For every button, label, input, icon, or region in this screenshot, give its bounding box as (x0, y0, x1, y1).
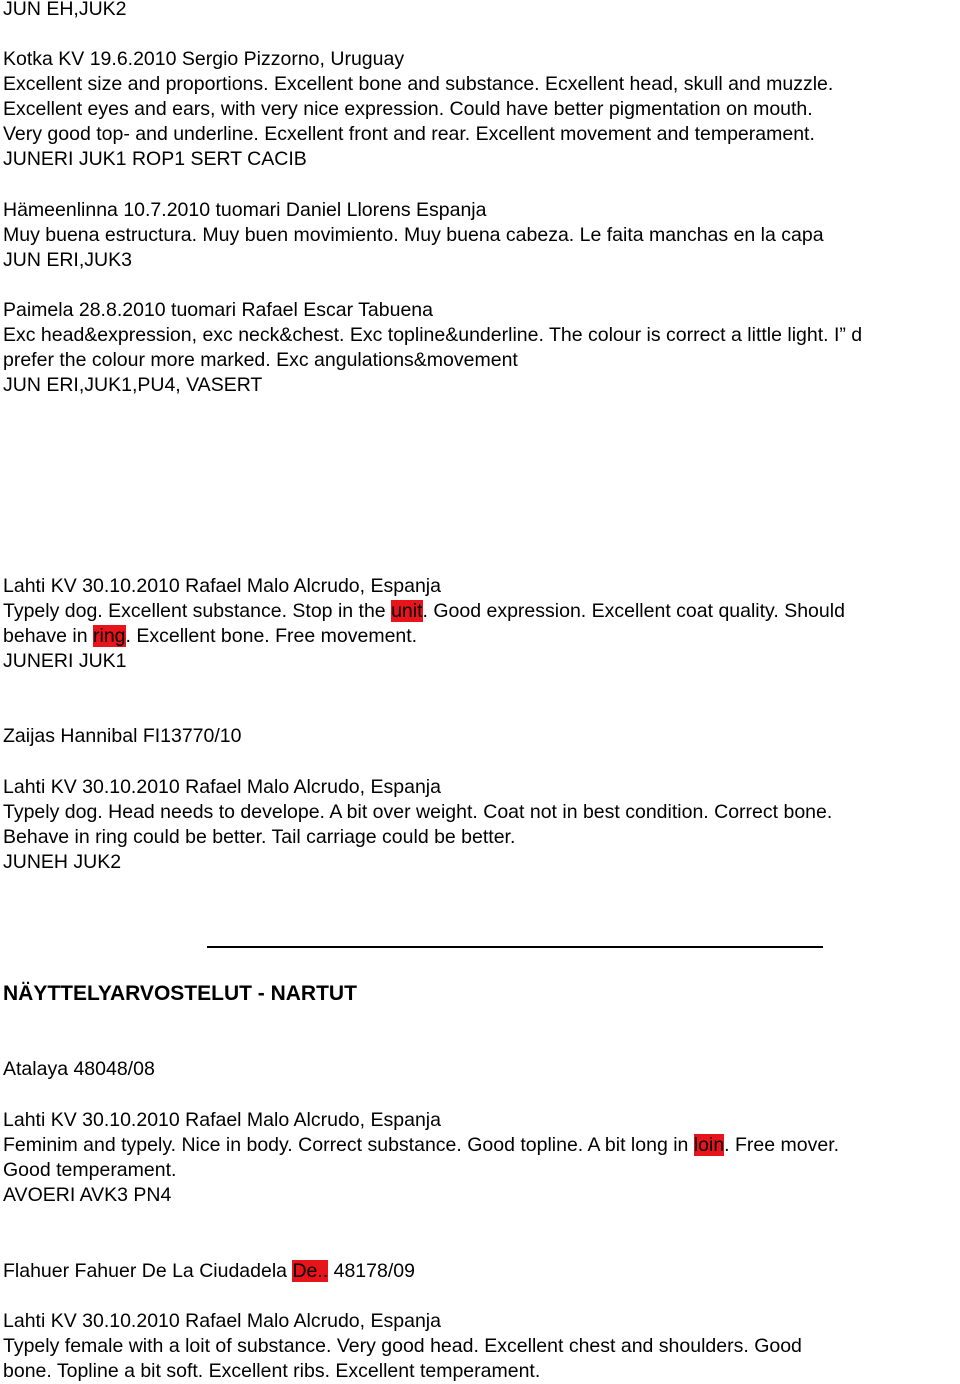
show-header: Paimela 28.8.2010 tuomari Rafael Escar Tabuena (3, 299, 433, 321)
result-line: JUN EH,JUK2 (3, 0, 127, 20)
text-segment: . Excellent bone. Free movement. (125, 625, 418, 647)
critique-line: Behave in ring could be better. Tail carriage could be better. (3, 826, 516, 848)
dog-name: Atalaya 48048/08 (3, 1058, 155, 1080)
show-header: Lahti KV 30.10.2010 Rafael Malo Alcrudo, Espanja (3, 1310, 441, 1332)
critique-line (3, 599, 845, 624)
critique-line (3, 624, 417, 649)
result-line: JUNERI JUK1 (3, 650, 127, 672)
dog-name (3, 1259, 415, 1284)
critique-line: bone. Topline a bit soft. Excellent ribs. Excellent temperament. (3, 1360, 541, 1382)
result-line: AVOERI AVK3 PN4 (3, 1184, 172, 1206)
text-segment: . Free mover. (724, 1134, 840, 1156)
critique-line: Typely dog. Head needs to develope. A bit over weight. Coat not in best condition. Correct bone. (3, 801, 833, 823)
critique-line (3, 1133, 839, 1158)
highlighted-word: De.. (292, 1260, 329, 1282)
critique-line: Muy buena estructura. Muy buen movimiento. Muy buena cabeza. Le faita manchas en la capa (3, 224, 824, 246)
critique-line: Very good top- and underline. Ecxellent front and rear. Excellent movement and temperament. (3, 123, 815, 145)
text-segment: Flahuer Fahuer De La Ciudadela (3, 1260, 293, 1282)
critique-line: Excellent size and proportions. Excellent bone and substance. Ecxellent head, skull and muzzle. (3, 73, 834, 95)
show-header: Lahti KV 30.10.2010 Rafael Malo Alcrudo, Espanja (3, 575, 441, 597)
highlighted-word: unit (391, 600, 423, 622)
text-segment: Feminim and typely. Nice in body. Correct substance. Good topline. A bit long in (3, 1134, 694, 1156)
result-line: JUN ERI,JUK1,PU4, VASERT (3, 374, 263, 396)
text-segment: . Good expression. Excellent coat quality. Should (422, 600, 845, 622)
show-header: Kotka KV 19.6.2010 Sergio Pizzorno, Uruguay (3, 48, 405, 70)
text-segment: 48178/09 (328, 1260, 415, 1282)
result-line: JUNEH JUK2 (3, 851, 122, 873)
result-line: JUNERI JUK1 ROP1 SERT CACIB (3, 148, 307, 170)
show-header: Lahti KV 30.10.2010 Rafael Malo Alcrudo, Espanja (3, 1109, 441, 1131)
horizontal-rule (207, 946, 823, 948)
critique-line: Exc head&expression, exc neck&chest. Exc topline&underline. The colour is correct a little light. I” d (3, 324, 863, 346)
critique-line: Typely female with a loit of substance. Very good head. Excellent chest and shoulders. Good (3, 1335, 802, 1357)
show-header: Hämeenlinna 10.7.2010 tuomari Daniel Llorens Espanja (3, 199, 487, 221)
highlighted-word: loin (693, 1134, 725, 1156)
text-segment: behave in (3, 625, 93, 647)
result-line: JUN ERI,JUK3 (3, 249, 132, 271)
critique-line: prefer the colour more marked. Exc angulations&movement (3, 349, 518, 371)
text-segment: Typely dog. Excellent substance. Stop in the (3, 600, 392, 622)
show-header: Lahti KV 30.10.2010 Rafael Malo Alcrudo, Espanja (3, 776, 441, 798)
section-title: NÄYTTELYARVOSTELUT - NARTUT (3, 982, 357, 1005)
highlighted-word: ring (93, 625, 126, 647)
critique-line: Good temperament. (3, 1159, 177, 1181)
dog-name: Zaijas Hannibal FI13770/10 (3, 725, 242, 747)
critique-line: Excellent eyes and ears, with very nice expression. Could have better pigmentation on mouth. (3, 98, 813, 120)
